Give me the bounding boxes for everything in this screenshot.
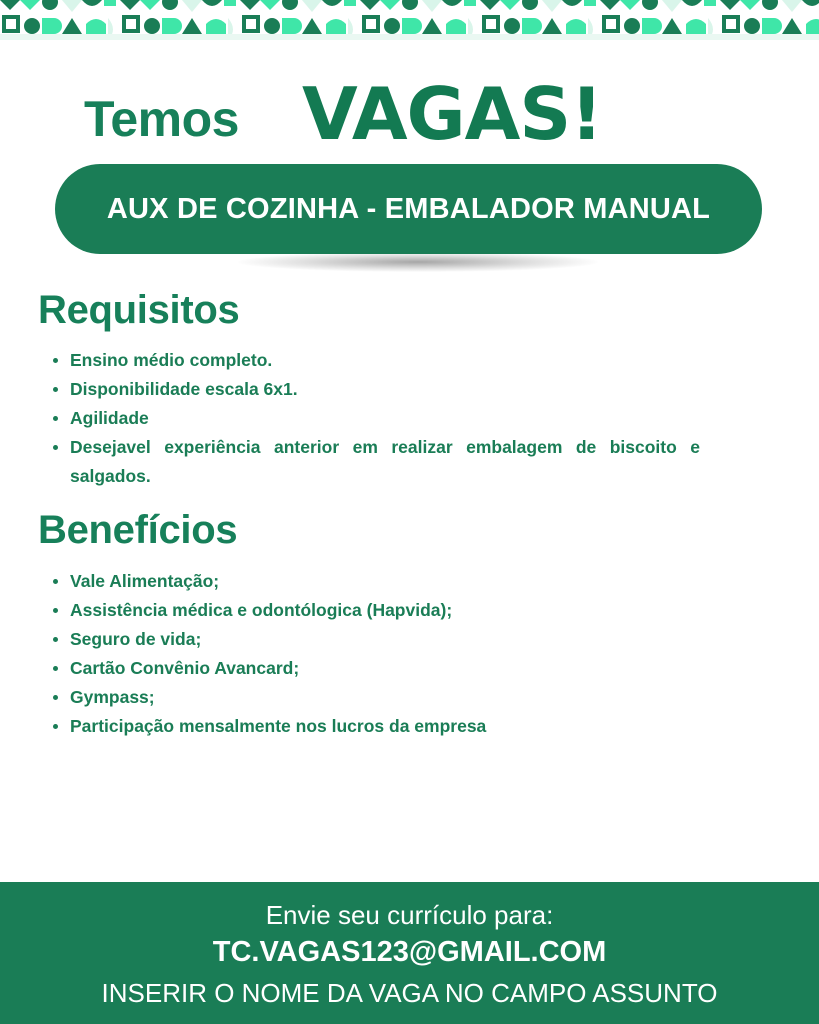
list-item: Disponibilidade escala 6x1. [50, 375, 700, 404]
headline-temos: Temos [84, 91, 239, 147]
job-title: AUX DE COZINHA - EMBALADOR MANUAL [106, 192, 711, 225]
headline-vagas: VAGAS! [302, 72, 603, 156]
list-item: Gympass; [50, 683, 700, 712]
list-item: Cartão Convênio Avancard; [50, 654, 700, 683]
headline [0, 72, 819, 162]
benefits-title: Benefícios [38, 508, 238, 552]
footer-contact [0, 882, 819, 1024]
bullet-icon [53, 445, 58, 450]
bullet-icon [53, 387, 58, 392]
list-item: Seguro de vida; [50, 625, 700, 654]
geometric-pattern-icon [0, 0, 819, 40]
list-item: Vale Alimentação; [50, 567, 700, 596]
bullet-icon [53, 579, 58, 584]
job-title-banner [55, 164, 762, 254]
bullet-icon [53, 637, 58, 642]
footer-send-resume: Envie seu currículo para: [265, 900, 554, 930]
bullet-icon [53, 608, 58, 613]
list-item: Ensino médio completo. [50, 346, 700, 375]
footer-subject-instruction: INSERIR O NOME DA VAGA NO CAMPO ASSUNTO [101, 978, 718, 1008]
footer-email: TC.VAGAS123@GMAIL.COM [212, 936, 607, 968]
benefits-list [50, 567, 700, 741]
list-item: Agilidade [50, 404, 700, 433]
list-item: Participação mensalmente nos lucros da empresa [50, 712, 700, 741]
bullet-icon [53, 695, 58, 700]
bullet-icon [53, 416, 58, 421]
decorative-pattern-band [0, 0, 819, 40]
list-item: Desejavel experiência anterior em realizar embalagem de biscoito e salgados. [50, 433, 700, 491]
bullet-icon [53, 724, 58, 729]
requirements-title: Requisitos [38, 288, 240, 332]
requirements-list [50, 346, 700, 491]
list-item: Assistência médica e odontólogica (Hapvida); [50, 596, 700, 625]
bullet-icon [53, 358, 58, 363]
bullet-icon [53, 666, 58, 671]
banner-shadow [238, 252, 598, 272]
